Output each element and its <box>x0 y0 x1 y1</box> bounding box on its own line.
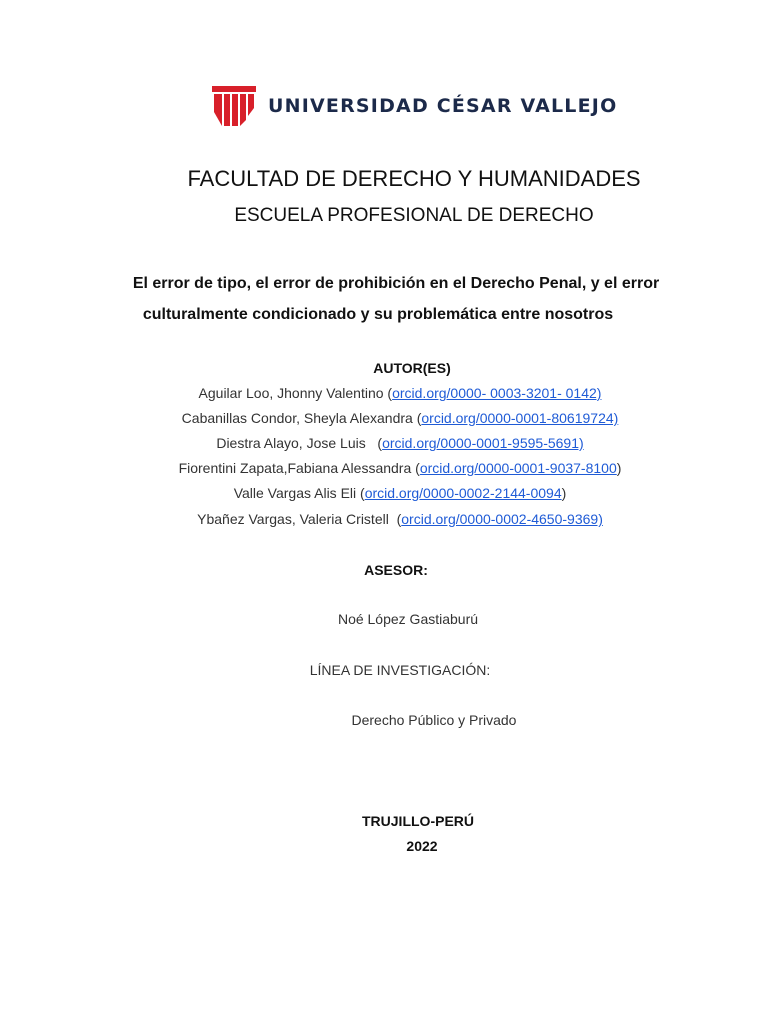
school-title: ESCUELA PROFESIONAL DE DERECHO <box>234 205 594 226</box>
research-line-value: Derecho Público y Privado <box>351 712 517 728</box>
orcid-link[interactable]: orcid.org/0000-0002-4650-9369) <box>401 511 603 527</box>
orcid-link[interactable]: orcid.org/0000-0002-2144-0094 <box>364 485 562 501</box>
university-logo <box>210 82 617 130</box>
author-suffix: ) <box>561 485 567 501</box>
orcid-link[interactable]: orcid.org/0000- 0003-3201- 0142) <box>392 385 602 401</box>
thesis-title-line-1: El error de tipo, el error de prohibición en el Derecho Penal, y el error <box>132 275 660 292</box>
year: 2022 <box>406 838 438 854</box>
author-suffix: ) <box>616 460 622 476</box>
advisor-name: Noé López Gastiaburú <box>337 611 479 627</box>
author-line <box>16 435 768 451</box>
authors-heading: AUTOR(ES) <box>373 360 451 376</box>
author-line <box>16 385 768 401</box>
university-name: UNIVERSIDAD CÉSAR VALLEJO <box>268 95 618 117</box>
advisor-heading: ASESOR: <box>364 562 428 578</box>
orcid-link[interactable]: orcid.org/0000-0001-9595-5691) <box>382 435 584 451</box>
orcid-link[interactable]: orcid.org/0000-0001-9037-8100 <box>419 460 617 476</box>
author-name: Cabanillas Condor, Sheyla Alexandra ( <box>181 410 422 426</box>
author-line <box>16 511 768 527</box>
author-line <box>16 460 768 476</box>
research-line-heading: LÍNEA DE INVESTIGACIÓN: <box>309 662 491 678</box>
author-name: Ybañez Vargas, Valeria Cristell ( <box>197 511 402 527</box>
author-line <box>16 410 768 426</box>
ucv-shield-icon <box>210 82 258 130</box>
author-line <box>16 485 768 501</box>
thesis-title-line-2: culturalmente condicionado y su problemática entre nosotros <box>142 306 614 323</box>
author-name: Valle Vargas Alis Eli ( <box>233 485 365 501</box>
orcid-link[interactable]: orcid.org/0000-0001-80619724) <box>421 410 619 426</box>
author-name: Fiorentini Zapata,Fabiana Alessandra ( <box>178 460 420 476</box>
faculty-title: FACULTAD DE DERECHO Y HUMANIDADES <box>187 166 641 191</box>
city: TRUJILLO-PERÚ <box>362 813 474 829</box>
author-name: Diestra Alayo, Jose Luis ( <box>216 435 383 451</box>
author-name: Aguilar Loo, Jhonny Valentino ( <box>198 385 393 401</box>
